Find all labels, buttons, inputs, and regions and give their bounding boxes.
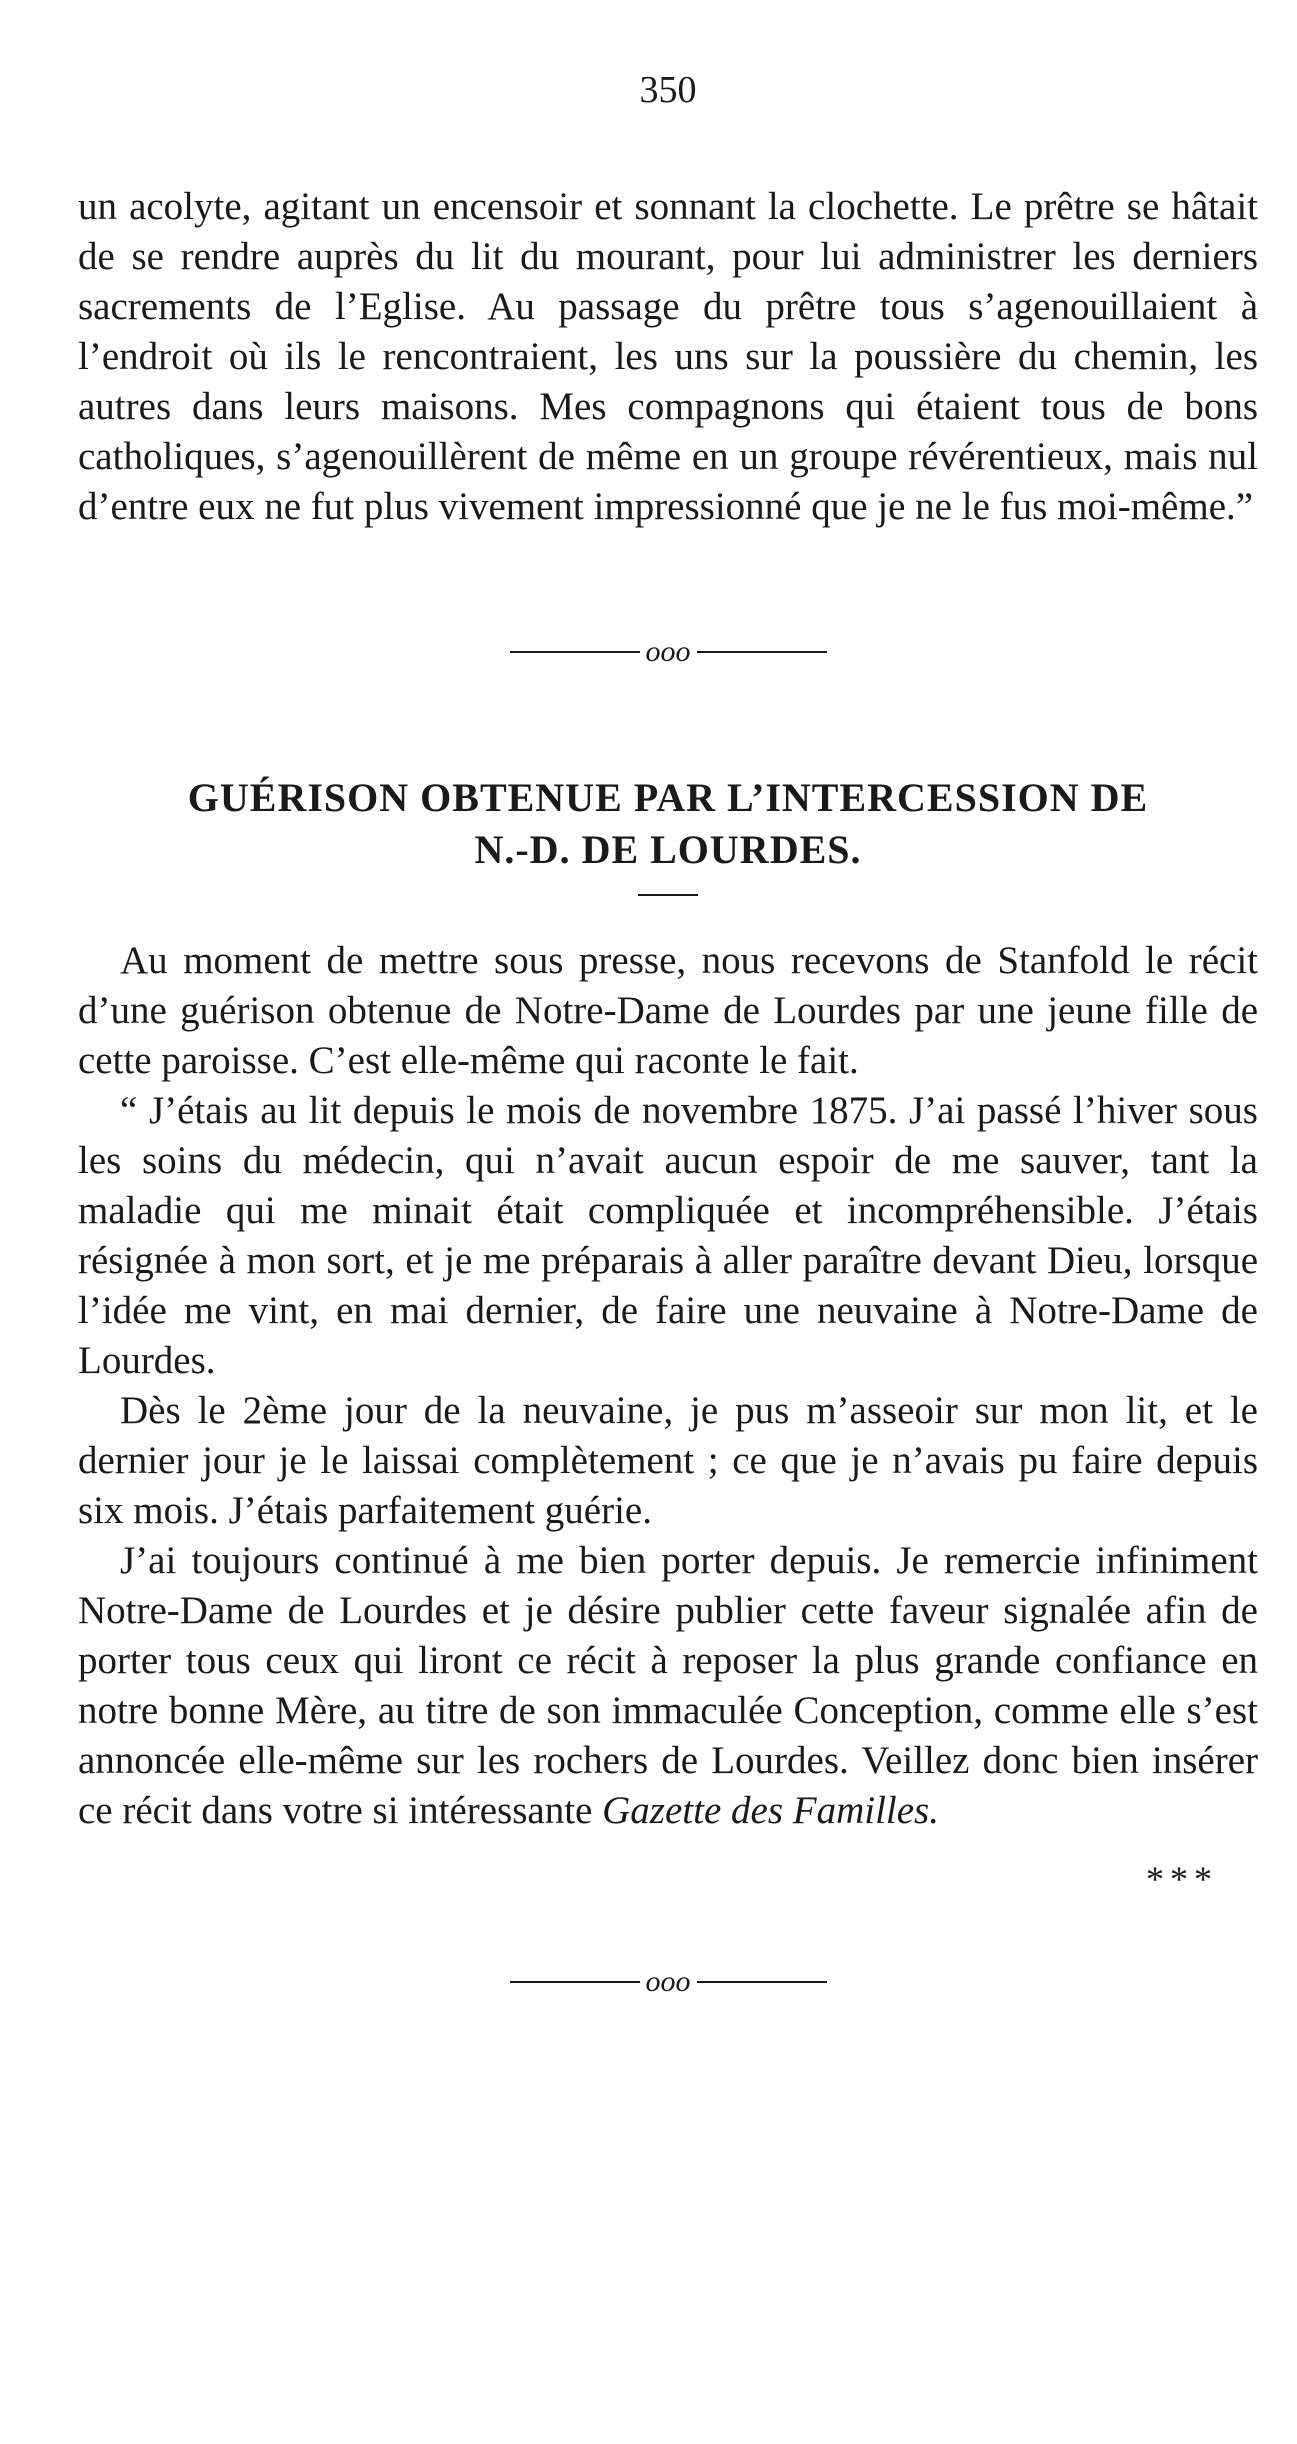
quote-paragraph-2: Dès le 2ème jour de la neuvaine, je pus m’asseoir sur mon lit, et le dernier jour je le laissai complètement ; ce que je n’avais pu faire depuis six mois. J’étais parfaitement guérie. bbox=[78, 1389, 1258, 1532]
article-heading-line1: GUÉRISON OBTENUE PAR L’INTERCESSION DE bbox=[187, 775, 1149, 820]
article-heading bbox=[78, 772, 1258, 876]
separator-rule-left bbox=[510, 651, 640, 653]
section-separator-top bbox=[78, 632, 1258, 672]
article-heading-line2: N.-D. DE LOURDES. bbox=[474, 827, 862, 872]
document-page bbox=[78, 60, 1258, 2102]
separator-mark: ooo bbox=[645, 1965, 691, 1998]
page-number: 350 bbox=[639, 69, 697, 111]
quote-paragraph-3 bbox=[78, 1536, 1258, 1836]
separator-rule-right bbox=[697, 1981, 827, 1983]
signature-asterisks: *** bbox=[1146, 1859, 1218, 1899]
separator-rule-left bbox=[510, 1981, 640, 1983]
publication-title: Gazette des Familles. bbox=[602, 1789, 939, 1832]
heading-underline bbox=[638, 894, 698, 896]
separator-rule-right bbox=[697, 651, 827, 653]
article-intro: Au moment de mettre sous presse, nous recevons de Stanfold le récit d’une guérison obtenue de Notre-Dame de Lourdes par une jeune fille de cette paroisse. C’est elle-même qui raconte le fait. bbox=[78, 939, 1258, 1082]
quote-paragraph-3-text: J’ai toujours continué à me bien porter depuis. Je remercie infiniment Notre-Dame de Lourdes et je désire publier cette faveur signalée afin de porter tous ceux qui liront ce récit à reposer la plus grande confiance en notre bonne Mère, au titre de son immaculée Conception, comme elle s’est annoncée elle-même sur les rochers de Lourdes. Veillez donc bien insérer ce récit dans votre si intéressante bbox=[78, 1539, 1258, 1832]
section-separator-bottom bbox=[78, 1962, 1258, 2002]
continued-paragraph: un acolyte, agitant un encensoir et sonnant la clochette. Le prêtre se hâtait de se rendre auprès du lit du mourant, pour lui administrer les derniers sacrements de l’Eglise. Au passage du prêtre tous s’agenouillaient à l’endroit où ils le rencontraient, les uns sur la poussière du chemin, les autres dans leurs maisons. Mes compagnons qui étaient tous de bons catholiques, s’agenouillèrent de même en un groupe révérentieux, mais nul d’entre eux ne fut plus vivement impressionné que je ne le fus moi-même.” bbox=[78, 185, 1258, 528]
quote-paragraph-1: “ J’étais au lit depuis le mois de novembre 1875. J’ai passé l’hiver sous les soins du médecin, qui n’avait aucun espoir de me sauver, tant la maladie qui me minait était compliquée et incompréhensible. J’étais résignée à mon sort, et je me préparais à aller paraître devant Dieu, lorsque l’idée me vint, en mai dernier, de faire une neuvaine à Notre-Dame de Lourdes. bbox=[78, 1089, 1258, 1382]
separator-mark: ooo bbox=[645, 635, 691, 668]
